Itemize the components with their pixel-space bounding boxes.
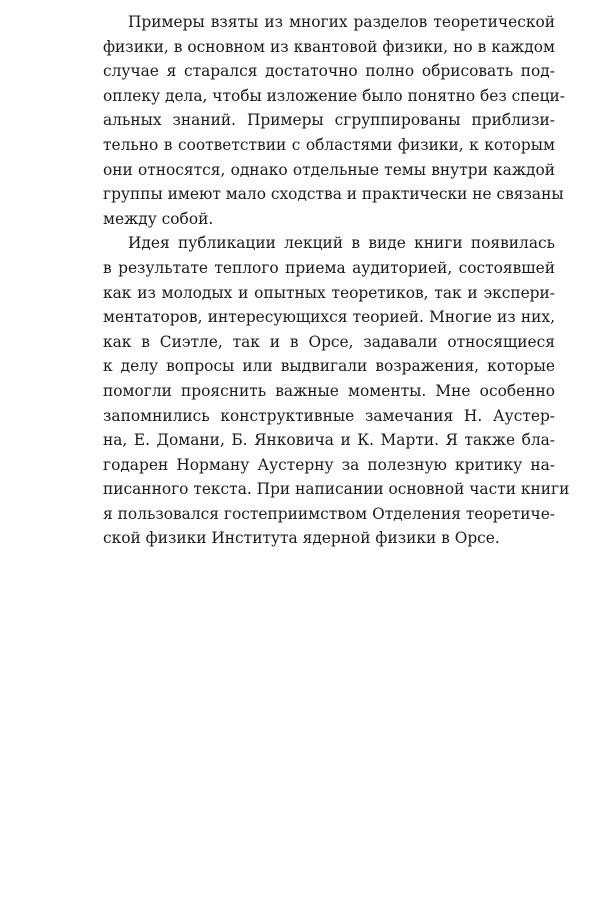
text-line: Примеры взяты из многих разделов теоретической xyxy=(128,13,555,31)
text-line: группы имеют мало сходства и практически не связаны xyxy=(103,185,564,204)
text-line: к делу вопросы или выдвигали возражения, которые xyxy=(103,357,555,376)
text-line: запомнились конструктивные замечания Н. Аустер- xyxy=(103,406,555,425)
text-line: годарен Норману Аустерну за полезную критику на- xyxy=(103,455,555,474)
text-line: оплеку дела, чтобы изложение было понятно без специ- xyxy=(103,86,566,105)
paragraph-1 xyxy=(103,10,566,231)
text-line: между собой. xyxy=(103,209,214,228)
text-line: физики, в основном из квантовой физики, но в каждом xyxy=(103,37,555,56)
text-line: я пользовался гостеприимством Отделения теоретиче- xyxy=(103,504,555,523)
text-line: писанного текста. При написании основной части книги xyxy=(103,480,570,499)
text-line: в результате теплого приема аудиторией, состоявшей xyxy=(103,258,555,277)
text-line: как в Сиэтле, так и в Орсе, задавали относящиеся xyxy=(103,332,555,351)
text-line: на, Е. Домани, Б. Янковича и К. Марти. Я также бла- xyxy=(103,431,555,450)
text-line: тельно в соответствии с областями физики, к которым xyxy=(103,135,555,154)
text-line: как из молодых и опытных теоретиков, так и экспери- xyxy=(103,283,555,302)
body-text xyxy=(103,10,570,551)
text-line: Идея публикации лекций в виде книги появилась xyxy=(128,234,555,253)
text-line: ментаторов, интересующихся теорией. Многие из них, xyxy=(103,308,555,327)
text-line: случае я старался достаточно полно обрисовать под- xyxy=(103,62,555,81)
text-line: они относятся, однако отдельные темы внутри каждой xyxy=(103,160,555,179)
paragraph-2 xyxy=(103,231,570,551)
text-line: ской физики Института ядерной физики в Орсе. xyxy=(103,529,500,548)
text-line: альных знаний. Примеры сгруппированы приблизи- xyxy=(103,111,555,130)
text-line: помогли прояснить важные моменты. Мне особенно xyxy=(103,381,555,400)
